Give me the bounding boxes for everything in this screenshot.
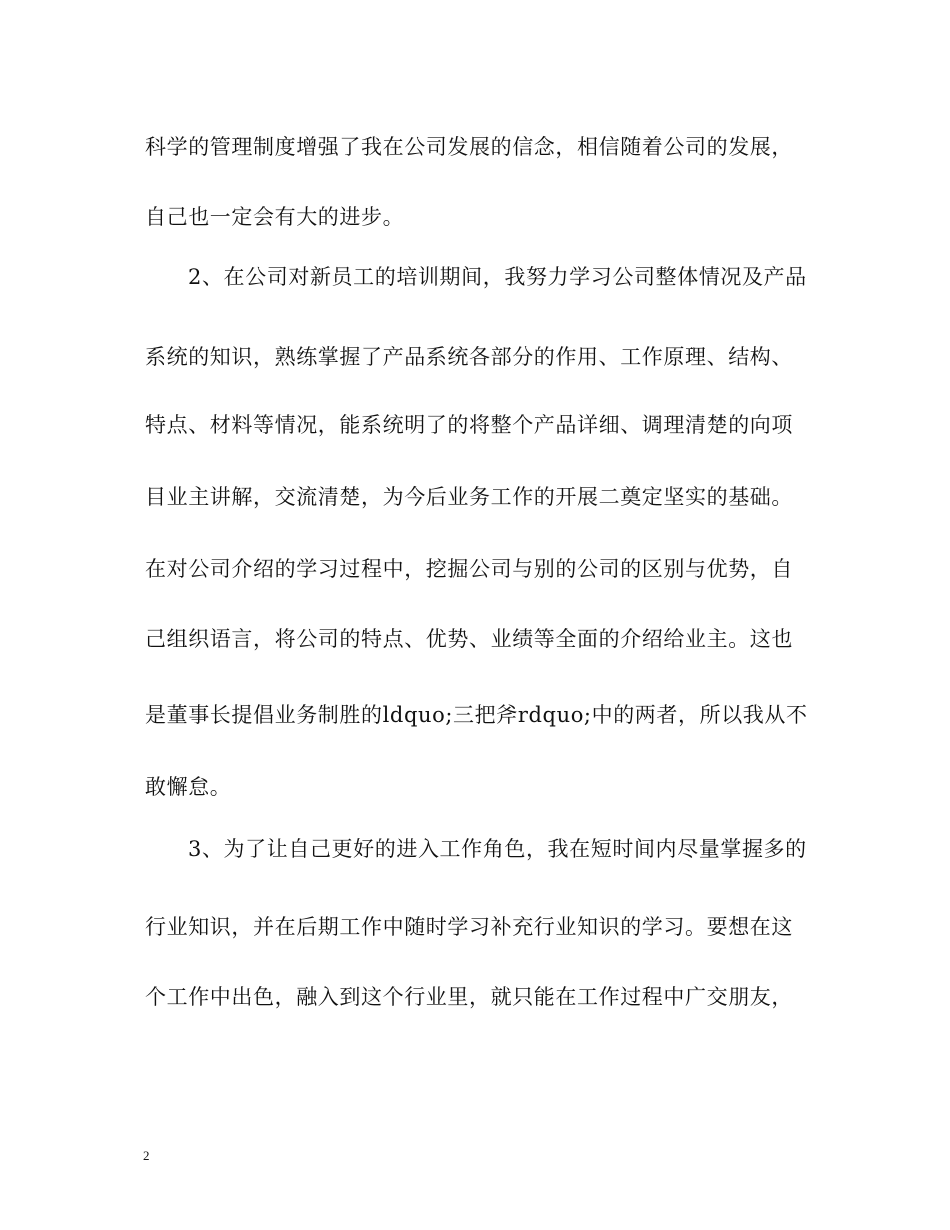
paragraph-line-9: 是董事长提倡业务制胜的ldquo;三把斧rdquo;中的两者，所以我从不 [145,703,808,727]
paragraph-line-1: 科学的管理制度增强了我在公司发展的信念，相信随着公司的发展， [145,135,793,159]
paragraph-line-6: 目业主讲解，交流清楚，为今后业务工作的开展二奠定坚实的基础。 [145,485,793,509]
paragraph-line-2: 自己也一定会有大的进步。 [145,205,405,229]
paragraph-line-8: 己组织语言，将公司的特点、优势、业绩等全面的介绍给业主。这也 [145,627,793,651]
paragraph-line-11: 3、为了让自己更好的进入工作角色，我在短时间内尽量掌握多的 [188,837,807,861]
paragraph-line-7: 在对公司介绍的学习过程中，挖掘公司与别的公司的区别与优势，自 [145,557,793,581]
paragraph-line-5: 特点、材料等情况，能系统明了的将整个产品详细、调理清楚的向项 [145,413,793,437]
paragraph-line-13: 个工作中出色，融入到这个行业里，就只能在工作过程中广交朋友， [145,985,793,1009]
page-number: 2 [143,1148,150,1163]
paragraph-line-10: 敢懈怠。 [145,775,232,799]
paragraph-line-12: 行业知识，并在后期工作中随时学习补充行业知识的学习。要想在这 [145,915,793,939]
paragraph-line-3: 2、在公司对新员工的培训期间，我努力学习公司整体情况及产品 [188,265,807,289]
paragraph-line-4: 系统的知识，熟练掌握了产品系统各部分的作用、工作原理、结构、 [145,345,793,369]
